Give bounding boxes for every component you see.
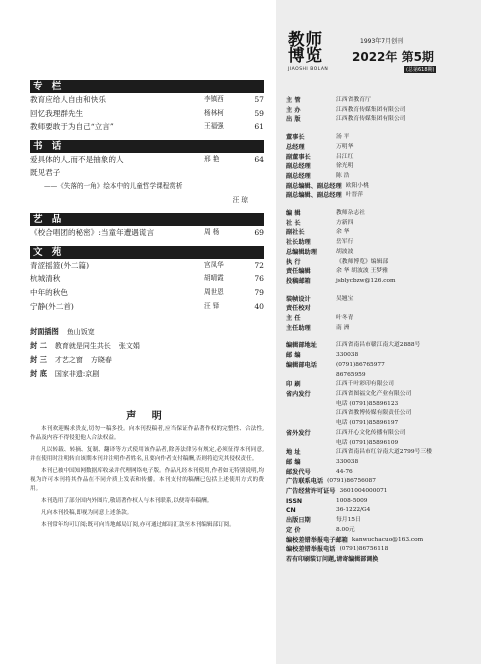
cover-value: 教育就是同生共长	[54, 342, 111, 351]
toc-entry	[30, 153, 264, 167]
toc-entry	[30, 272, 264, 286]
masthead-panel	[276, 0, 481, 664]
section-header: 专 栏	[30, 80, 264, 93]
info-value: jsblycbzw@126.com	[336, 277, 396, 284]
info-note: 若有印刷装订问题,请寄编辑部调换	[286, 555, 379, 563]
info-row	[286, 267, 478, 277]
cover-author: 方晓春	[90, 356, 112, 365]
info-value: 江西省南昌市红谷南大道2799号三楼	[336, 449, 432, 456]
info-value: 330038	[336, 458, 359, 465]
info-row	[286, 448, 478, 458]
info-value: 汤 平	[336, 134, 350, 141]
toc-entry	[30, 107, 264, 121]
info-key: 社长助理	[286, 239, 311, 247]
info-key: 出版日期	[286, 517, 311, 525]
toc-author: 汪 铎	[204, 301, 220, 310]
spacer	[286, 125, 478, 133]
toc-entry	[30, 226, 264, 240]
info-row	[286, 409, 478, 419]
toc-page: 79	[254, 287, 264, 297]
cover-credit-row	[30, 325, 264, 339]
table-of-contents	[30, 80, 264, 530]
info-value: 每月15日	[336, 517, 361, 524]
info-row	[286, 361, 478, 371]
info-row	[286, 506, 478, 516]
toc-page	[248, 166, 264, 180]
info-value: 教师杂志社	[336, 210, 365, 217]
toc-page: 59	[254, 108, 264, 118]
info-row	[286, 172, 478, 182]
spacer	[286, 201, 478, 209]
info-key: 副总编辑、副总经理	[286, 182, 342, 190]
info-row	[286, 341, 478, 351]
info-row	[286, 153, 478, 163]
toc-entry	[30, 166, 264, 180]
founded-date: 1993年7月创刊	[360, 38, 404, 45]
publication-info	[286, 96, 478, 565]
info-value: 吕江红	[336, 153, 354, 160]
info-value: 电话 (0791)85896197	[336, 420, 399, 427]
info-key: 装帧设计	[286, 295, 311, 303]
info-key: ISSN	[286, 497, 303, 505]
info-row	[286, 228, 478, 238]
info-key: 地 址	[286, 449, 301, 457]
info-value: 8.00元	[336, 526, 355, 533]
info-value: 万明华	[336, 143, 354, 150]
toc-title: ——《失落的一角》绘本中的儿童哲学课程赏析	[44, 181, 183, 190]
toc-title: 《校合唱团的秘密》:当童年遭遇谎言	[30, 228, 155, 238]
info-key: 副社长	[286, 229, 305, 237]
info-row	[286, 295, 478, 305]
info-key: 省内发行	[286, 390, 311, 398]
toc-author: 宫凤华	[204, 260, 224, 269]
info-value: 方新四	[336, 219, 354, 226]
toc-title: 既见君子	[30, 168, 61, 178]
info-row	[286, 96, 478, 106]
cover-credits	[30, 325, 264, 381]
info-row	[286, 516, 478, 526]
info-key: 定 价	[286, 526, 301, 534]
info-key: 编校差错举报电子邮箱	[286, 536, 348, 544]
info-key: 副总经理	[286, 172, 311, 180]
cover-credit-row	[30, 367, 264, 381]
cover-label: 封 二	[30, 341, 47, 351]
info-value: 《教师博览》编辑部	[336, 258, 389, 265]
info-key: 主任助理	[286, 324, 311, 332]
info-row	[286, 182, 478, 192]
info-key: 省外发行	[286, 429, 311, 437]
toc-entry	[30, 300, 264, 314]
info-value: 江西省南昌市赣江南大道2888号	[336, 342, 421, 349]
toc-page: 76	[254, 274, 264, 284]
declaration-paragraph: 本刊已被中国知网数据库收录并代理网络电子版。作品凡经本刊使用,作者如无特别说明,均视为许可本刊将其作品在不同介质上发表和传播。本刊支付的稿酬已包括上述使用方式的费用。	[30, 468, 264, 493]
cover-author: 张文娟	[118, 342, 140, 351]
info-value: 江西教育传媒集团有限公司	[336, 116, 406, 123]
toc-title: 回忆我理群先生	[30, 108, 84, 118]
info-row	[286, 248, 478, 258]
toc-page: 69	[254, 228, 264, 238]
info-value: 岳军行	[336, 239, 354, 246]
info-row	[286, 419, 478, 429]
info-value: (0791)86765977	[336, 361, 385, 368]
declaration-paragraph: 凡向本刊投稿,即视为同意上述条款。	[41, 510, 133, 517]
info-key: 副总经理	[286, 163, 311, 171]
info-key: 编辑部电话	[286, 361, 317, 369]
section-header: 文 苑	[30, 246, 264, 259]
toc-entry	[30, 259, 264, 273]
cover-value: 国家非遗:京剧	[54, 370, 100, 379]
info-row	[286, 536, 478, 546]
logo-pinyin: JIAOSHI BOLAN	[288, 67, 329, 72]
declaration-paragraph: 本刊欢迎赐求贵友,切勿一稿多投。向本刊投稿者,应当保证作品著作权的完整性、合法性,作品及内容不得侵犯他人合法权益。	[30, 426, 264, 442]
toc-entry	[30, 180, 264, 194]
declaration-title: 声 明	[126, 411, 168, 423]
info-row	[286, 400, 478, 410]
info-value: 3601004000071	[339, 488, 388, 495]
info-key: 副总编辑、副总经理	[286, 192, 342, 200]
info-key: 邮 编	[286, 458, 301, 466]
toc-title: 青涩摇篮(外二篇)	[30, 260, 90, 270]
info-key: 董事长	[286, 134, 305, 142]
info-row	[286, 390, 478, 400]
info-value: 电话 (0791)85896123	[336, 400, 399, 407]
info-row	[286, 304, 478, 314]
toc-title: 教育应给人自由和快乐	[30, 95, 106, 104]
info-row	[286, 238, 478, 248]
spacer	[286, 333, 478, 341]
info-row	[286, 458, 478, 468]
info-row	[286, 133, 478, 143]
toc-page: 61	[254, 122, 264, 132]
info-value: 江西省图福文化产业有限公司	[336, 390, 412, 397]
toc-entry	[30, 286, 264, 300]
declaration-paragraph: 本刊选用了部分国内外图片,敬请著作权人与本刊联系,以便寄奉稿酬。	[41, 498, 213, 505]
info-value: kanwuchacuo@163.com	[351, 536, 424, 543]
info-row	[286, 380, 478, 390]
info-row	[286, 371, 478, 381]
info-value	[336, 304, 478, 314]
info-row	[286, 106, 478, 116]
info-value: 叶晋萍	[345, 192, 364, 199]
declaration-paragraph: 凡以转载、转摘、复制、翻译等方式使用该作品者,除善法律另有规定,必须征得本刊同意,并在使用时注明转自该期本刊并注明作者姓名,且要向作者支付稿酬,否则将追究其侵权责任。	[30, 447, 264, 463]
info-key: 主 办	[286, 106, 301, 114]
issue-number: 2022年 第5期	[352, 50, 434, 64]
section-header: 书 话	[30, 140, 264, 153]
toc-author: 李镇西	[204, 95, 224, 103]
info-row	[286, 439, 478, 449]
info-value: (0791)86756087	[327, 478, 376, 485]
total-issue: (总第618期)	[406, 67, 435, 73]
info-key: 邮发代号	[286, 468, 311, 476]
info-value: (0791)86756118	[339, 546, 389, 553]
info-key: 主 管	[286, 97, 301, 104]
info-value: 胡波波	[336, 248, 354, 255]
info-value: 余 华 胡波波 王梦雅	[336, 268, 388, 275]
info-key: 执 行	[286, 258, 301, 266]
info-key	[286, 400, 336, 410]
info-row	[286, 219, 478, 229]
info-key	[286, 371, 336, 381]
info-row	[286, 143, 478, 153]
info-key: 印 刷	[286, 381, 301, 389]
toc-title: 教师要敢于为自己“立言”	[30, 122, 114, 132]
info-value: 电话 (0791)85896109	[336, 439, 399, 446]
toc-entry	[30, 194, 264, 208]
cover-credit-row	[30, 353, 264, 367]
info-value: 欧阳小桃	[345, 182, 369, 189]
info-row	[286, 115, 478, 125]
toc-author: 邢 艳	[204, 154, 220, 163]
info-value: 36-1222/G4	[336, 507, 371, 514]
logo-text: 教师博览	[288, 30, 323, 65]
toc-author: 周 杨	[204, 228, 220, 237]
toc-title: 中年的秋色	[30, 287, 68, 297]
info-key: 广告联系电话	[286, 478, 324, 486]
info-value: 江西省教育厅	[336, 97, 371, 103]
declaration	[30, 425, 264, 530]
info-row	[286, 487, 478, 497]
toc-title: 爱具体的人,而不是抽象的人	[30, 154, 124, 164]
toc-title: 宁静(外二首)	[30, 301, 74, 311]
toc-author	[204, 166, 248, 180]
toc-page: 64	[254, 154, 264, 164]
section-header: 艺 品	[30, 213, 264, 226]
info-row	[286, 258, 478, 268]
cover-label: 封面插图	[30, 327, 59, 337]
info-value: 江西教育传媒集团有限公司	[336, 106, 406, 113]
info-key: 责任校对	[286, 305, 311, 313]
info-row	[286, 162, 478, 172]
info-value: 叶冬青	[336, 315, 354, 322]
cover-value: 才艺之窗	[54, 356, 83, 365]
info-value: 吴翘宝	[336, 295, 354, 302]
spacer	[286, 287, 478, 295]
info-row	[286, 429, 478, 439]
toc-author: 周世恩	[204, 287, 224, 296]
info-key: 责任编辑	[286, 268, 311, 276]
info-key	[286, 419, 336, 429]
info-row	[286, 209, 478, 219]
info-value: 江西省教博传媒有限责任公司	[336, 410, 412, 417]
toc-author: 汪 琼	[232, 195, 248, 204]
toc-entry	[30, 93, 264, 107]
info-key: 主 任	[286, 315, 301, 323]
cover-label: 封 底	[30, 369, 47, 379]
info-row	[286, 277, 478, 287]
info-value: 1008-5009	[336, 497, 368, 504]
info-key: 编辑部地址	[286, 342, 317, 350]
toc-entry	[30, 120, 264, 134]
toc-author: 杨林柯	[204, 108, 224, 117]
info-row	[286, 324, 478, 334]
info-row	[286, 191, 478, 201]
info-value: 江西千叶彩印有限公司	[336, 381, 394, 388]
info-row	[286, 468, 478, 478]
cover-credit-row	[30, 339, 264, 353]
info-row	[286, 526, 478, 536]
info-key	[286, 409, 336, 419]
toc-page: 72	[254, 260, 264, 270]
cover-label: 封 三	[30, 355, 47, 365]
info-key	[286, 439, 336, 449]
info-key: 编 辑	[286, 210, 301, 218]
info-value: 余 华	[336, 229, 350, 236]
info-value: 330038	[336, 352, 359, 359]
info-row	[286, 351, 478, 361]
info-key: 邮 编	[286, 352, 301, 360]
info-key: 投稿邮箱	[286, 277, 311, 285]
info-key: 广告经营许可证号	[286, 488, 336, 496]
info-key: 编校差错举报电话	[286, 546, 336, 554]
info-key: 社 长	[286, 219, 301, 227]
info-row	[286, 477, 478, 487]
info-key: 副董事长	[286, 153, 311, 161]
toc-author: 王福强	[204, 122, 224, 131]
info-row	[286, 314, 478, 324]
toc-author: 胡晴霞	[204, 274, 224, 283]
info-row	[286, 497, 478, 507]
toc-page: 40	[254, 301, 264, 311]
info-key: 出 版	[286, 116, 301, 124]
cover-value: 鱼山饭宽	[66, 328, 95, 337]
info-value: 陈 浩	[336, 172, 350, 179]
info-key: 总编辑助理	[286, 248, 317, 256]
info-value: 南 洲	[336, 324, 350, 331]
info-key: CN	[286, 507, 296, 515]
info-value: 徐光明	[336, 163, 354, 170]
info-value: 江西开心文化传播有限公司	[336, 429, 406, 436]
info-row	[286, 545, 478, 555]
declaration-paragraph: 本刊常年均可订阅;既可向当地邮局订阅,亦可通过邮局汇款至本刊编辑部订阅。	[41, 522, 235, 529]
info-key: 总经理	[286, 143, 305, 151]
info-value: 86765959	[336, 371, 366, 378]
info-value: 44-76	[336, 468, 353, 475]
toc-page: 57	[254, 95, 264, 104]
toc-title: 杭城清秋	[30, 274, 61, 284]
